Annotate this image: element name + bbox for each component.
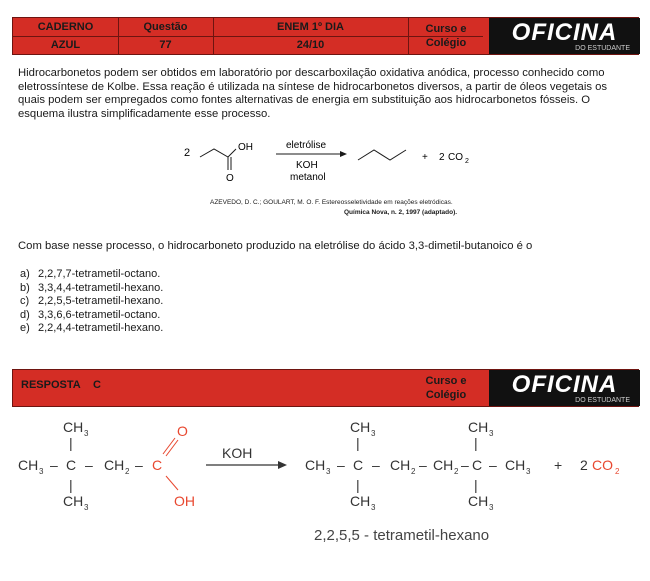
svg-text:2: 2 — [125, 467, 130, 476]
source-line-2: Química Nova, n. 2, 1997 (adaptado). — [344, 209, 458, 216]
svg-text:3: 3 — [371, 503, 376, 512]
product-methyl-3: CH — [350, 493, 371, 509]
svg-text:3: 3 — [39, 467, 44, 476]
logo-wordmark: OFICINA — [511, 19, 618, 46]
propanoic-acid-skeleton — [200, 149, 236, 157]
svg-text:–: – — [135, 457, 143, 473]
svg-text:2: 2 — [454, 467, 459, 476]
scheme-plus: + — [422, 152, 428, 163]
option-e: e) 2,2,4,4-tetrametil-hexano. — [20, 322, 164, 334]
oficina-logo — [489, 370, 640, 406]
kolbe-reaction-scheme — [0, 130, 650, 190]
reactant-bottom-methyl: CH — [63, 493, 84, 509]
svg-text:–: – — [85, 457, 93, 473]
hydroxyl-bond — [166, 476, 178, 490]
svg-text:2: 2 — [411, 467, 416, 476]
enem-day-label: ENEM 1º DIA — [277, 21, 344, 33]
scheme-coefficient: 2 — [184, 147, 191, 159]
scheme-o: O — [226, 173, 234, 184]
reactant-ch2: CH — [104, 457, 125, 473]
bond: | — [69, 477, 73, 493]
svg-text:3: 3 — [326, 467, 331, 476]
bond: | — [474, 435, 478, 451]
enem-date-value: 24/10 — [296, 39, 325, 51]
source-line-1: AZEVEDO, D. C.; GOULART, M. O. F. Estereosseletividade em reações eletródicas. — [210, 199, 453, 206]
answer-label: RESPOSTA C — [21, 379, 101, 391]
product-methyl-4: CH — [468, 493, 489, 509]
product-c2: C — [353, 457, 364, 473]
answer-header-bar — [12, 369, 639, 407]
svg-text:–: – — [337, 457, 345, 473]
scheme-oh: OH — [238, 142, 253, 153]
product-name: 2,2,5,5 - tetrametil-hexano — [314, 527, 490, 544]
product-ch2-b: CH — [433, 457, 454, 473]
answer-letter: C — [92, 379, 101, 391]
product-methyl-1: CH — [350, 419, 371, 435]
svg-text:3: 3 — [84, 429, 89, 438]
option-a: a) 2,2,7,7-tetrametil-octano. — [20, 268, 161, 280]
carboxyl-oh: OH — [174, 493, 195, 509]
option-c: c) 2,2,5,5-tetrametil-hexano. — [20, 295, 164, 307]
curso-colegio: Curso e Colégio — [425, 23, 467, 49]
svg-text:–: – — [372, 457, 380, 473]
bond: | — [474, 477, 478, 493]
questao-value: 77 — [159, 39, 172, 51]
answer-options — [20, 268, 163, 336]
question-header-bar — [12, 17, 639, 55]
product-c5: C — [472, 457, 483, 473]
product-ch3-right: CH — [505, 457, 526, 473]
scheme-co2: CO — [448, 152, 463, 163]
caderno-value: AZUL — [50, 39, 81, 51]
logo-wordmark: OFICINA — [511, 371, 618, 398]
logo-tagline: DO ESTUDANTE — [575, 45, 630, 52]
caderno-label: CADERNO — [37, 21, 94, 33]
question-paragraph: Hidrocarbonetos podem ser obtidos em laboratório por descarboxilação oxidativa anódica, processo conhecido como eletrossíntese de Kolbe. Essa reação é utilizada na síntese de hidrocarbonetos diversos, a partir de óleos vegetais os quais podem ser empregados como fontes alternativas de energia em substituição aos hidrocarbonetos fósseis. O esquema ilustra simplificadamente esse processo. — [18, 67, 608, 120]
product-ch3-left: CH — [305, 457, 326, 473]
oficina-logo — [489, 18, 640, 54]
answer-reaction — [0, 410, 650, 560]
option-d: d) 3,3,6,6-tetrametil-octano. — [20, 308, 161, 321]
bond: | — [356, 435, 360, 451]
reactant-ch3: CH — [18, 457, 39, 473]
bond: | — [69, 435, 73, 451]
reaction-arrowhead — [340, 151, 347, 157]
logo-tagline: DO ESTUDANTE — [575, 397, 630, 404]
arrow-condition-top: eletrólise — [286, 140, 327, 151]
svg-text:–: – — [419, 457, 427, 473]
reactant-quaternary-c: C — [66, 457, 77, 473]
svg-text:–: – — [489, 457, 497, 473]
curso-colegio: Curso e Colégio — [425, 375, 467, 401]
product-methyl-2: CH — [468, 419, 489, 435]
questao-label: Questão — [143, 21, 188, 33]
svg-text:3: 3 — [84, 503, 89, 512]
svg-text:3: 3 — [526, 467, 531, 476]
scheme-co2-sub: 2 — [465, 158, 469, 165]
answer-reagent: KOH — [222, 445, 253, 461]
butane-skeleton — [358, 150, 406, 160]
bond: | — [356, 477, 360, 493]
reactant-top-methyl: CH — [63, 419, 84, 435]
svg-text:–: – — [461, 457, 469, 473]
answer-co2-sub: 2 — [615, 467, 620, 476]
option-b: b) 3,3,4,4-tetrametil-hexano. — [20, 281, 164, 294]
answer-arrowhead — [278, 461, 287, 469]
svg-text:3: 3 — [489, 503, 494, 512]
svg-text:–: – — [50, 457, 58, 473]
carboxyl-o: O — [177, 423, 188, 439]
answer-plus: + — [554, 457, 563, 473]
product-ch2-a: CH — [390, 457, 411, 473]
arrow-condition-methanol: metanol — [290, 172, 326, 183]
question-prompt: Com base nesse processo, o hidrocarboneto produzido na eletrólise do ácido 3,3-dimetil-butanoico é o — [18, 240, 533, 252]
arrow-condition-koh: KOH — [296, 160, 318, 171]
answer-co2-coef: 2 — [580, 457, 588, 473]
carboxyl-c: C — [152, 457, 163, 473]
scheme-co2-coef: 2 — [439, 152, 445, 163]
svg-text:3: 3 — [371, 429, 376, 438]
answer-co2: CO — [592, 457, 613, 473]
svg-text:3: 3 — [489, 429, 494, 438]
